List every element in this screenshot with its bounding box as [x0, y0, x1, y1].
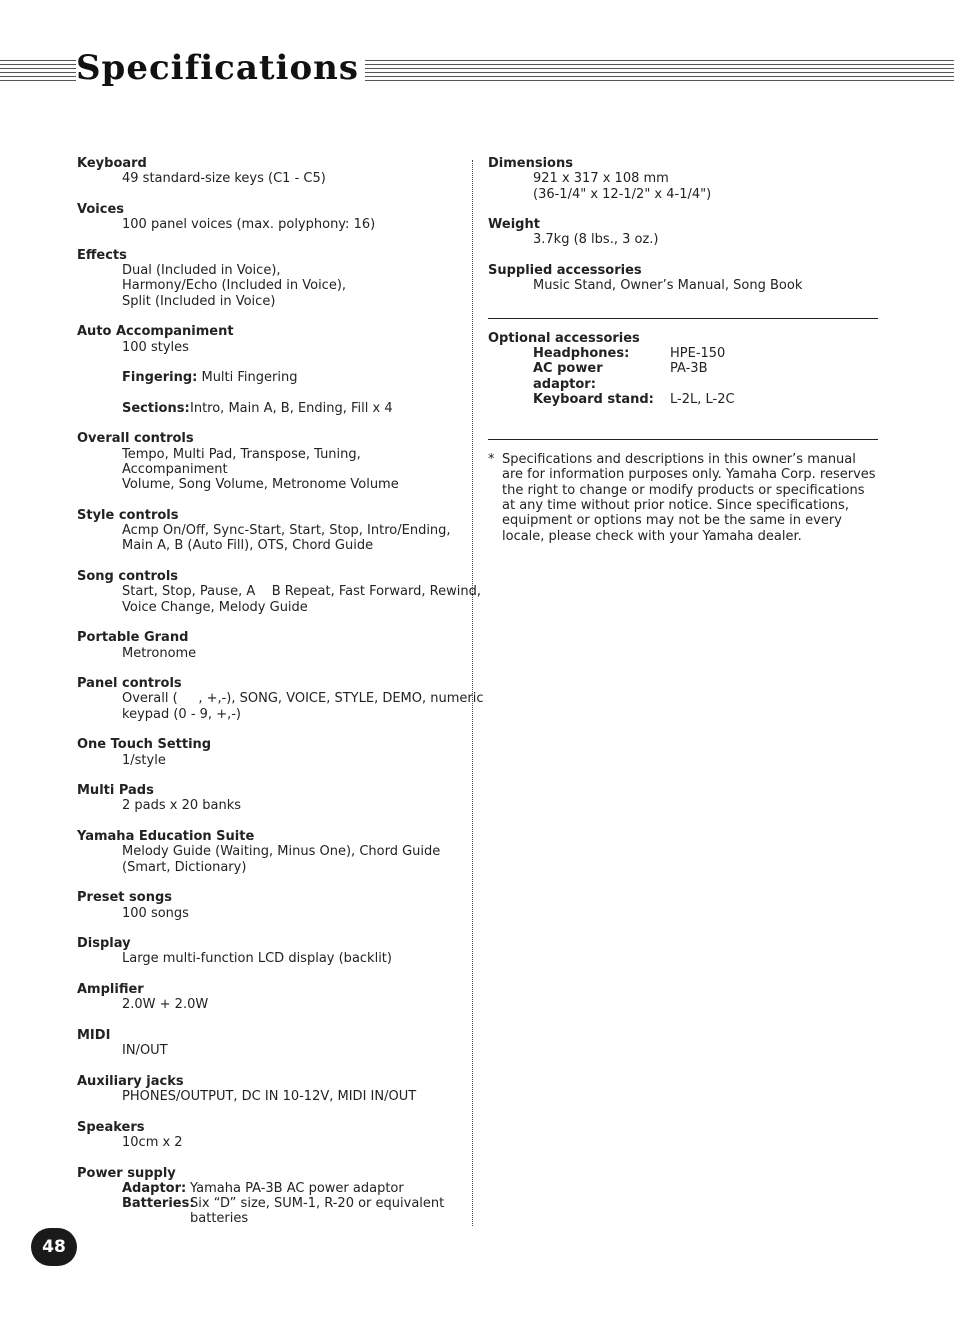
- spec-heading: MIDI: [77, 1027, 111, 1043]
- spec-value: 10cm x 2: [122, 1135, 183, 1150]
- spec-heading: Optional accessories: [488, 330, 640, 346]
- spec-value: Acmp On/Off, Sync-Start, Start, Stop, Intro/Ending,: [122, 523, 451, 539]
- optional-item-value: HPE-150: [670, 345, 726, 361]
- batteries-value: [190, 1196, 444, 1227]
- spec-value: 100 styles: [122, 339, 189, 355]
- spec-value: 100 songs: [122, 905, 189, 921]
- spec-heading: Effects: [77, 247, 127, 263]
- spec-value: Main A, B (Auto Fill), OTS, Chord Guide: [122, 538, 374, 554]
- spec-dimensions: [488, 156, 878, 202]
- spec-value: Voice Change, Melody Guide: [122, 599, 308, 615]
- spec-value: Large multi-function LCD display (backlit): [122, 951, 392, 967]
- spec-value: IN/OUT: [122, 1043, 168, 1059]
- spec-heading: One Touch Setting: [77, 737, 212, 753]
- spec-heading: Auto Accompaniment: [77, 324, 234, 340]
- spec-voices: [77, 202, 467, 233]
- left-column: [77, 156, 484, 1242]
- adaptor-line: [77, 1181, 467, 1196]
- spec-heading: Keyboard: [77, 156, 147, 171]
- spec-value: 921 x 317 x 108 mm: [533, 171, 669, 187]
- spec-effects: [77, 248, 467, 309]
- sections-line: [77, 401, 467, 416]
- spec-auxiliary-jacks: [77, 1074, 467, 1105]
- spec-optional-accessories: [488, 331, 878, 407]
- spec-panel-controls: [77, 676, 484, 722]
- spec-value: keypad (0 - 9, +,-): [122, 706, 241, 722]
- spec-keyboard: [77, 156, 467, 187]
- spec-portable-grand: [77, 630, 467, 661]
- spec-preset-songs: [77, 890, 467, 921]
- batteries-label: Batteries:: [122, 1196, 195, 1212]
- spec-auto-accompaniment: [77, 324, 467, 416]
- spec-heading: Weight: [488, 217, 540, 233]
- note-asterisk: *: [488, 452, 495, 468]
- spec-heading: Portable Grand: [77, 630, 189, 646]
- sections-label: Sections:: [122, 400, 190, 416]
- spec-heading: Amplifier: [77, 982, 144, 998]
- optional-item-label: AC power adaptor:: [533, 361, 603, 392]
- spec-value: PHONES/OUTPUT, DC IN 10-12V, MIDI IN/OUT: [122, 1089, 417, 1105]
- spec-value: Music Stand, Owner’s Manual, Song Book: [533, 278, 803, 294]
- spec-heading: Multi Pads: [77, 783, 154, 799]
- disclaimer-note: [488, 452, 878, 544]
- divider-rule: [488, 439, 878, 440]
- spec-value: Harmony/Echo (Included in Voice),: [122, 278, 347, 294]
- batteries-line: [77, 1196, 467, 1227]
- spec-heading: Dimensions: [488, 156, 573, 171]
- spec-heading: Voices: [77, 201, 124, 217]
- optional-item-value: PA-3B: [670, 361, 708, 377]
- spec-heading: Speakers: [77, 1119, 145, 1135]
- spec-value: Melody Guide (Waiting, Minus One), Chord Guide: [122, 844, 441, 860]
- batteries-value-line: Six “D” size, SUM-1, R-20 or equivalent: [190, 1196, 445, 1212]
- spec-display: [77, 936, 467, 967]
- spec-value: Metronome: [122, 645, 197, 661]
- adaptor-value: Yamaha PA-3B AC power adaptor: [190, 1180, 404, 1196]
- spec-value: (Smart, Dictionary): [122, 859, 247, 875]
- spec-value: 3.7kg (8 lbs., 3 oz.): [533, 232, 659, 248]
- spec-value: 49 standard-size keys (C1 - C5): [122, 171, 326, 187]
- page-number: 48: [31, 1228, 77, 1266]
- spec-heading: Display: [77, 936, 131, 952]
- spec-overall-controls: [77, 431, 467, 492]
- spec-song-controls: [77, 569, 481, 615]
- spec-one-touch-setting: [77, 737, 467, 768]
- spec-heading: Power supply: [77, 1165, 176, 1181]
- spec-value: 2 pads x 20 banks: [122, 798, 242, 814]
- spec-heading: Preset songs: [77, 890, 173, 906]
- spec-value: Tempo, Multi Pad, Transpose, Tuning, Accompaniment: [122, 446, 361, 477]
- optional-item: [488, 361, 878, 392]
- optional-item-value: L-2L, L-2C: [670, 391, 735, 407]
- spec-power-supply: [77, 1166, 467, 1227]
- optional-item-label: Keyboard stand:: [533, 391, 654, 407]
- spec-heading: Overall controls: [77, 431, 194, 447]
- page-title: Specifications: [76, 48, 365, 88]
- spec-value: Volume, Song Volume, Metronome Volume: [122, 477, 399, 493]
- spec-speakers: [77, 1120, 467, 1151]
- fingering-label: Fingering:: [122, 370, 198, 386]
- spec-value: Split (Included in Voice): [122, 293, 276, 309]
- optional-item: [488, 392, 878, 407]
- spec-heading: Panel controls: [77, 676, 182, 692]
- spec-value: Start, Stop, Pause, A B Repeat, Fast Forward, Rewind,: [122, 584, 481, 600]
- adaptor-label: Adaptor:: [122, 1180, 187, 1196]
- spec-value: 2.0W + 2.0W: [122, 997, 209, 1013]
- spec-weight: [488, 217, 878, 248]
- spec-value: 100 panel voices (max. polyphony: 16): [122, 217, 376, 233]
- divider-rule: [488, 318, 878, 319]
- spec-heading: Style controls: [77, 507, 179, 523]
- spec-value: Dual (Included in Voice),: [122, 263, 281, 279]
- spec-heading: Song controls: [77, 569, 179, 585]
- fingering-value: Multi Fingering: [197, 370, 298, 386]
- optional-item: [488, 346, 878, 361]
- spec-heading: Auxiliary jacks: [77, 1073, 184, 1089]
- spec-multi-pads: [77, 783, 467, 814]
- note-text: Specifications and descriptions in this owner’s manual are for information purposes only. Yamaha Corp. reserves the right to change or modify products or specifications at any time without prior notice. Since specifications, equipment or options may not be the same in every locale, please check with your Yamaha dealer.: [502, 452, 876, 544]
- spec-heading: Supplied accessories: [488, 263, 642, 279]
- spec-supplied-accessories: [488, 263, 878, 294]
- spec-amplifier: [77, 982, 467, 1013]
- spec-value: (36-1/4" x 12-1/2" x 4-1/4"): [533, 186, 712, 202]
- spec-style-controls: [77, 508, 467, 554]
- sections-value: Intro, Main A, B, Ending, Fill x 4: [190, 400, 393, 416]
- spec-value: 1/style: [122, 752, 166, 768]
- right-column: [488, 156, 878, 544]
- optional-item-label: Headphones:: [533, 345, 630, 361]
- spec-heading: Yamaha Education Suite: [77, 829, 255, 845]
- spec-midi: [77, 1028, 467, 1059]
- spec-value: Overall ( , +,-), SONG, VOICE, STYLE, DEMO, numeric: [122, 691, 484, 707]
- spec-education-suite: [77, 829, 467, 875]
- batteries-value-line: batteries: [190, 1211, 249, 1227]
- fingering-line: [77, 370, 467, 385]
